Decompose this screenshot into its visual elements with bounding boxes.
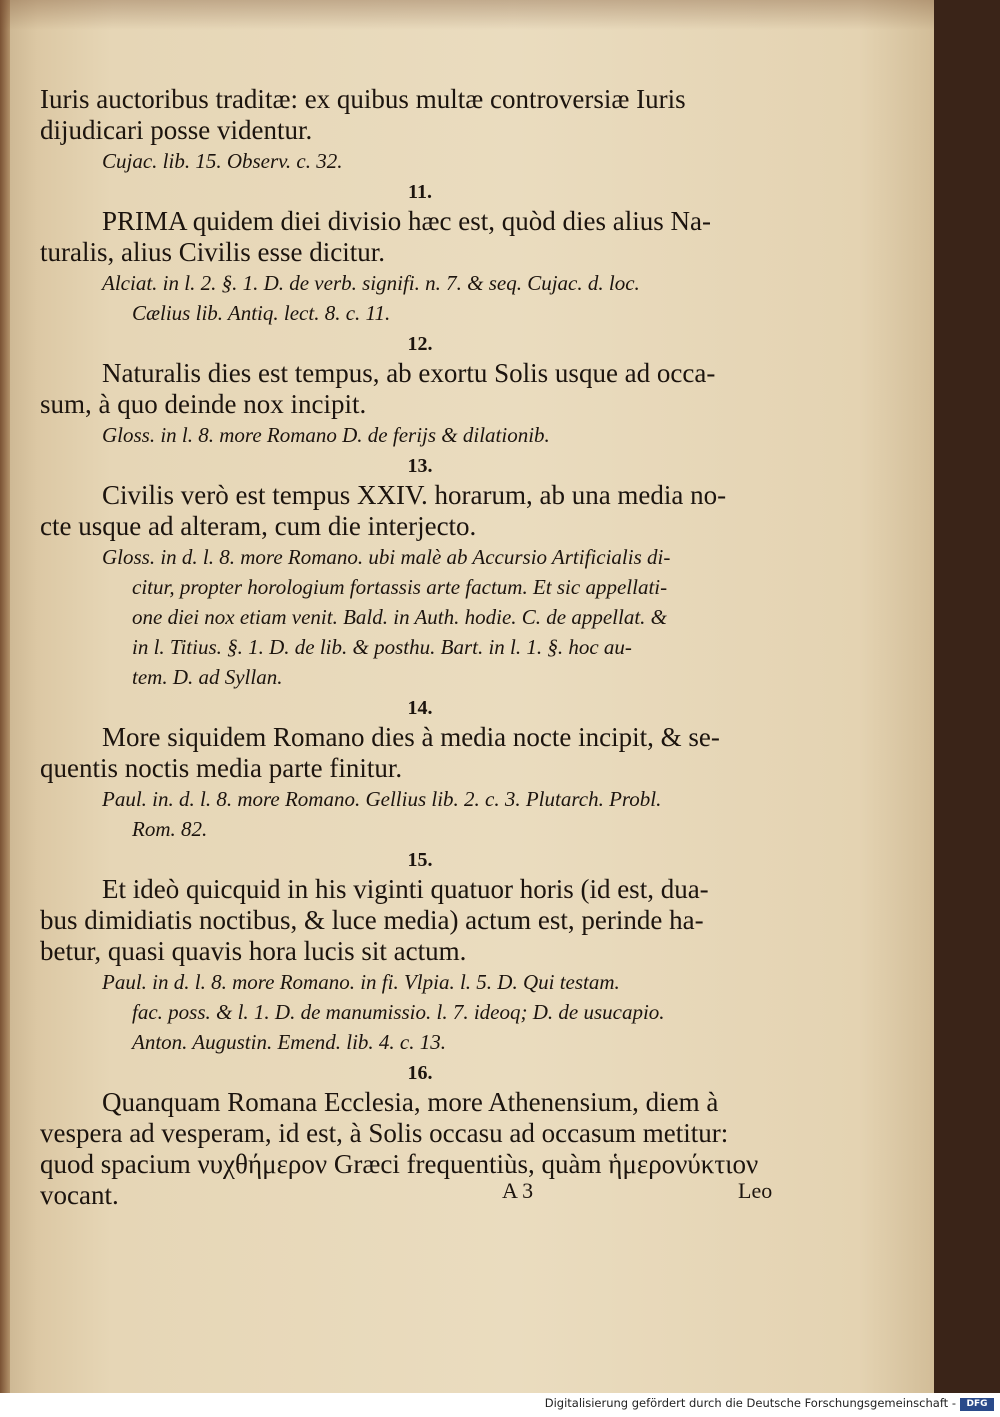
text-line: quentis noctis media parte finitur. — [40, 753, 403, 783]
text-line: Et ideò quicquid in his viginti quatuor horis (id est, dua- — [102, 874, 709, 904]
section-number: 13. — [407, 455, 433, 477]
citation-line: Cælius lib. Antiq. lect. 8. c. 11. — [132, 301, 391, 325]
citation-line: Cujac. lib. 15. Observ. c. 32. — [102, 149, 343, 173]
signature-mark: A 3 — [502, 1178, 534, 1203]
text-line: Quanquam Romana Ecclesia, more Athenensium, diem à — [102, 1087, 719, 1117]
citation-line: Paul. in d. l. 8. more Romano. in fi. Vlpia. l. 5. D. Qui testam. — [102, 970, 620, 994]
text-line: cte usque ad alteram, cum die interjecto. — [40, 511, 477, 541]
digitization-banner — [0, 1393, 1000, 1417]
citation-line: fac. poss. & l. 1. D. de manumissio. l. 7. ideoq; D. de usucapio. — [132, 1000, 665, 1024]
text-line: dijudicari posse videntur. — [40, 115, 313, 145]
dfg-logo-icon: DFG — [960, 1398, 994, 1411]
citation-line: Anton. Augustin. Emend. lib. 4. c. 13. — [132, 1030, 447, 1054]
citation-line: Rom. 82. — [132, 817, 208, 841]
text-line: vespera ad vesperam, id est, à Solis occasu ad occasum metitur: — [40, 1118, 729, 1148]
text-line: bus dimidiatis noctibus, & luce media) actum est, perinde ha- — [40, 905, 704, 935]
citation-line: Gloss. in d. l. 8. more Romano. ubi malè ab Accursio Artificialis di- — [102, 545, 671, 569]
citation-line: Paul. in. d. l. 8. more Romano. Gellius lib. 2. c. 3. Plutarch. Probl. — [102, 787, 662, 811]
text-line: vocant. — [40, 1180, 119, 1210]
text-line: quod spacium νυχθήμερον Græci frequentiùs, quàm ἡμερονύκτιον — [40, 1149, 759, 1179]
citation-line: citur, propter horologium fortassis arte factum. Et sic appellati- — [132, 575, 668, 599]
section-number: 15. — [407, 849, 433, 871]
text-line: betur, quasi quavis hora lucis sit actum. — [40, 936, 467, 966]
section-number: 14. — [407, 697, 433, 719]
citation-line: one diei nox etiam venit. Bald. in Auth. hodie. C. de appellat. & — [132, 605, 668, 629]
citation-line: in l. Titius. §. 1. D. de lib. & posthu. Bart. in l. 1. §. hoc au- — [132, 635, 632, 659]
page-text — [40, 84, 800, 1211]
section-number: 16. — [407, 1062, 433, 1084]
section-number: 12. — [407, 333, 433, 355]
citation-line: Alciat. in l. 2. §. 1. D. de verb. signifi. n. 7. & seq. Cujac. d. loc. — [102, 271, 640, 295]
text-line: sum, à quo deinde nox incipit. — [40, 389, 367, 419]
text-line: Iuris auctoribus traditæ: ex quibus multæ controversiæ Iuris — [40, 84, 686, 114]
page-gutter — [0, 0, 10, 1393]
text-line: turalis, alius Civilis esse dicitur. — [40, 237, 385, 267]
citation-line: tem. D. ad Syllan. — [132, 665, 283, 689]
text-line: Civilis verò est tempus XXIV. horarum, ab una media no- — [102, 480, 727, 510]
text-line: PRIMA quidem diei divisio hæc est, quòd dies alius Na- — [102, 206, 711, 236]
catchword: Leo — [738, 1178, 773, 1203]
text-line: Naturalis dies est tempus, ab exortu Solis usque ad occa- — [102, 358, 716, 388]
text-line: More siquidem Romano dies à media nocte incipit, & se- — [102, 722, 720, 752]
banner-text: Digitalisierung gefördert durch die Deutsche Forschungsgemeinschaft - — [544, 1396, 956, 1410]
citation-line: Gloss. in l. 8. more Romano D. de ferijs & dilationib. — [102, 423, 550, 447]
section-number: 11. — [408, 181, 432, 203]
